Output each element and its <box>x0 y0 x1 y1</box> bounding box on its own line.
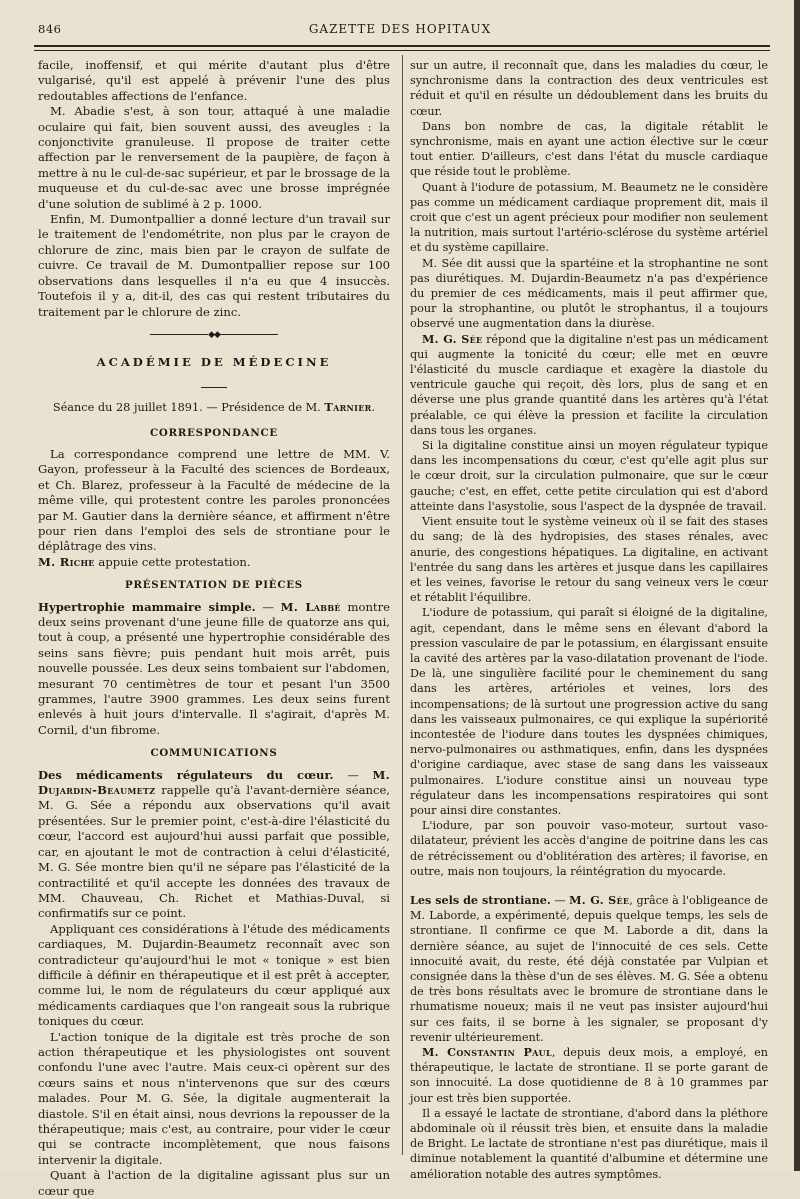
session-line: Séance du 28 juillet 1891. — Présidence de M. Tarnier. <box>52 400 376 415</box>
paragraph: M. Abadie s'est, à son tour, attaqué à une maladie oculaire qui fait, bien souvent aussi, des aveugles : la conjonctivite granuleuse. Il propose de traiter cette affection par le renversement de la paupière, de façon à mettre à nu le cul-de-sac supérieur, et par le brossage de la muqueuse et du cul-de-sac avec une brosse imprégnée d'une solution de sublimé à 2 p. 1000. <box>38 104 390 211</box>
paragraph: Les sels de strontiane. — M. G. Sée, grâce à l'obligeance de M. Laborde, a expérimenté, depuis quelque temps, les sels de strontiane. Il confirme ce que M. Laborde a dit, dans la dernière séance, au sujet de l'innocuité de ces sels. Cette innocuité avait, du reste, été déjà constatée par Vulpian et consignée dans la thèse d'un de ses élèves. M. G. Sée a obtenu de très bons résultats avec le bromure de strontiane dans le rhumatisme noueux; mais il ne veut pas insister aujourd'hui sur ces faits, il se borne à les signaler, se proposant d'y revenir ultérieurement. <box>410 892 768 1044</box>
right-column <box>410 58 768 1182</box>
paragraph: Quant à l'action de la digitaline agissant plus sur un cœur que <box>38 1168 390 1198</box>
header-rule-thin <box>34 50 770 51</box>
paragraph: M. Sée dit aussi que la spartéine et la strophantine ne sont pas diurétiques. M. Dujardin-Beaumetz n'a pas d'expérience du premier de ces médicaments, mais il peut affirmer que, pour la strophantine, ou plutôt le strophantus, il a toujours observé une augmentation dans la diurèse. <box>410 256 768 331</box>
paragraph: L'iodure de potassium, qui paraît si éloigné de la digitaline, agit, cependant, dans le même sens en élevant d'abord la pression vasculaire de par le potassium, en élargissant ensuite la cavité des artères par la vaso-dilatation provenant de l'iode. De là, une singulière facilité pour le cheminement du sang dans les artères, artérioles et veines, lors des incompensations; de là surtout une progression active du sang dans les vaisseaux pulmonaires, ce qui explique la supériorité incontestée de l'iodure dans toutes les dyspnées chimiques, nervo-pulmonaires ou asthmatiques, enfin, dans les dyspnées d'origine cardiaque, avec stase de sang dans les vaisseaux pulmonaires. L'iodure constitue ainsi un nouveau type régulateur dans les incompensations respiratoires qui sont pour ainsi dire constantes. <box>410 606 768 817</box>
column-separator <box>402 55 403 1155</box>
paragraph: sur un autre, il reconnaît que, dans les maladies du cœur, le synchronisme dans la contraction des deux ventricules est réduit et qu'il en résulte un dédoublement dans les bruits du cœur. <box>410 59 768 118</box>
paragraph: facile, inoffensif, et qui mérite d'autant plus d'être vulgarisé, qu'il est appelé à prévenir l'une des plus redoutables affections de l'enfance. <box>38 58 390 103</box>
short-rule <box>38 377 390 392</box>
paragraph: Dans bon nombre de cas, la digitale rétablit le synchronisme, mais en ayant une action élective sur le cœur tout entier. D'ailleurs, c'est dans l'état du muscle cardiaque que réside tout le problème. <box>410 119 768 179</box>
page-edge-shadow <box>794 0 800 1171</box>
paragraph: L'action tonique de la digitale est très proche de son action thérapeutique et les physiologistes ont souvent confondu l'une avec l'autre. Mais ceux-ci opèrent sur des cœurs sains et nous n'intervenons que sur des cœurs malades. Pour M. G. Sée, la digitale augmenterait la diastole. S'il en était ainsi, nous devrions la repousser de la thérapeutique; mais c'est, au contraire, pour vider le cœur qui se contracte incomplètement, que nous faisons intervenir la digitale. <box>38 1029 390 1167</box>
subsection-title: COMMUNICATIONS <box>150 747 278 760</box>
paragraph: Vient ensuite tout le système veineux où il se fait des stases du sang; de là des hydropisies, des stases rénales, avec anurie, des congestions hépatiques. La digitaline, en activant l'entrée du sang dans les artères et jusque dans les capillaires et les veines, favorise le retour du sang veineux vers le cœur et rétablit l'équilibre. <box>410 515 768 605</box>
paragraph: Enfin, M. Dumontpallier a donné lecture d'un travail sur le traitement de l'endométrite, non plus par le crayon de chlorure de zinc, mais bien par le crayon de sulfate de cuivre. Ce travail de M. Dumontpallier repose sur 100 observations dans lesquelles il n'a eu que 4 insuccès. Toutefois il y a, dit-il, des cas qui restent tributaires du traitement par le chlorure de zinc. <box>38 212 390 319</box>
ornament-divider: ◆◆ <box>38 328 390 343</box>
left-column <box>38 58 390 1199</box>
page-header <box>30 22 770 40</box>
header-rule-thick <box>34 45 770 47</box>
paragraph: M. Constantin Paul, depuis deux mois, a employé, en thérapeutique, le lactate de strontiane. Il se porte garant de son innocuité. La dose quotidienne de 8 à 10 grammes par jour est très bien supportée. <box>410 1045 768 1105</box>
paragraph: M. Riche appuie cette protestation. <box>38 554 251 569</box>
paragraph: Il a essayé le lactate de strontiane, d'abord dans la pléthore abdominale où il réussit très bien, et ensuite dans la maladie de Bright. Le lactate de strontiane n'est pas diurétique, mais il diminue notablement la quantité d'albumine et détermine une amélioration notable des autres symptômes. <box>410 1106 768 1181</box>
section-title: ACADÉMIE DE MÉDECINE <box>96 355 332 370</box>
page-number: 846 <box>38 22 62 36</box>
paragraph: Des médicaments régulateurs du cœur. — M. Dujardin-Beaumetz rappelle qu'à l'avant-dernière séance, M. G. Sée a répondu aux observations qu'il avait présentées. Sur le premier point, c'est-à-dire l'élasticité du cœur, l'accord est aujourd'hui aussi parfait que possible, car, en ajoutant le mot de contraction à celui d'élasticité, M. G. Sée montre bien qu'il ne sépare pas l'élasticité de la contractilité et qu'il accepte les données des travaux de MM. Chauveau, Ch. Richet et Mathias-Duval, si confirmatifs sur ce point. <box>38 767 390 921</box>
paragraph: Si la digitaline constitue ainsi un moyen régulateur typique dans les incompensations du cœur, c'est qu'elle agit plus sur le cœur droit, sur la circulation pulmonaire, que sur le cœur gauche; c'est, en effet, cette petite circulation qui est d'abord atteinte dans l'asystolie, sous l'aspect de la dyspnée de travail. <box>410 439 768 513</box>
paragraph: Appliquant ces considérations à l'étude des médicaments cardiaques, M. Dujardin-Beaumetz reconnaît avec son contradicteur qu'aujourd'hui le mot « tonique » est bien difficile à définir en thérapeutique et il est prêt à accepter, comme lui, le nom de régulateurs du cœur appliqué aux médicaments cardiaques que l'on rangeait sous la rubrique toniques du cœur. <box>38 921 390 1029</box>
subsection-title: PRÉSENTATION DE PIÈCES <box>125 579 303 592</box>
president-name: Tarnier <box>324 400 372 415</box>
paragraph: Quant à l'iodure de potassium, M. Beaumetz ne le considère pas comme un médicament cardiaque proprement dit, mais il croit que c'est un agent précieux pour modifier non seulement la nutrition, mais surtout l'artério-sclérose du système artériel et du système capillaire. <box>410 180 768 255</box>
paragraph: L'iodure, par son pouvoir vaso-moteur, surtout vaso-dilatateur, prévient les accès d'angine de poitrine dans les cas de rétrécissement ou d'oblitération des artères; il favorise, en outre, mais non toujours, la réintégration du myocarde. <box>410 819 768 878</box>
paragraph: Hypertrophie mammaire simple. — M. Labbé montre deux seins provenant d'une jeune fille de quatorze ans qui, tout à coup, a présenté une hypertrophie considérable des seins sans fièvre; puis pendant huit mois arrêt, puis nouvelle poussée. Les deux seins tombaient sur l'abdomen, mesurant 70 centimètres de tour et pesant l'un 3500 grammes, l'autre 3900 grammes. Les deux seins furent enlevés à huit jours d'intervalle. Il s'agirait, d'après M. Cornil, d'un fibrome. <box>38 599 390 737</box>
paragraph: La correspondance comprend une lettre de MM. V. Gayon, professeur à la Faculté des sciences de Bordeaux, et Ch. Blarez, professeur à la Faculté de médecine de la même ville, qui protestent contre les paroles prononcées par M. Gautier dans la dernière séance, et affirment n'être pour rien dans l'emploi des sels de strontiane pour le déplâtrage des vins. <box>38 446 390 554</box>
subsection-title: CORRESPONDANCE <box>149 426 278 439</box>
publication-title: GAZETTE DES HOPITAUX <box>308 22 492 36</box>
paragraph: M. G. Sée répond que la digitaline n'est pas un médicament qui augmente la tonicité du cœur; elle met en œuvre l'élasticité du muscle cardiaque et exagère la diastole du ventricule gauche qui reçoit, dès lors, plus de sang et en déverse une plus grande quantité dans les artères qu'à l'état préalable, ce qui élève la pression et facilite la circulation dans tous les organes. <box>410 331 768 437</box>
